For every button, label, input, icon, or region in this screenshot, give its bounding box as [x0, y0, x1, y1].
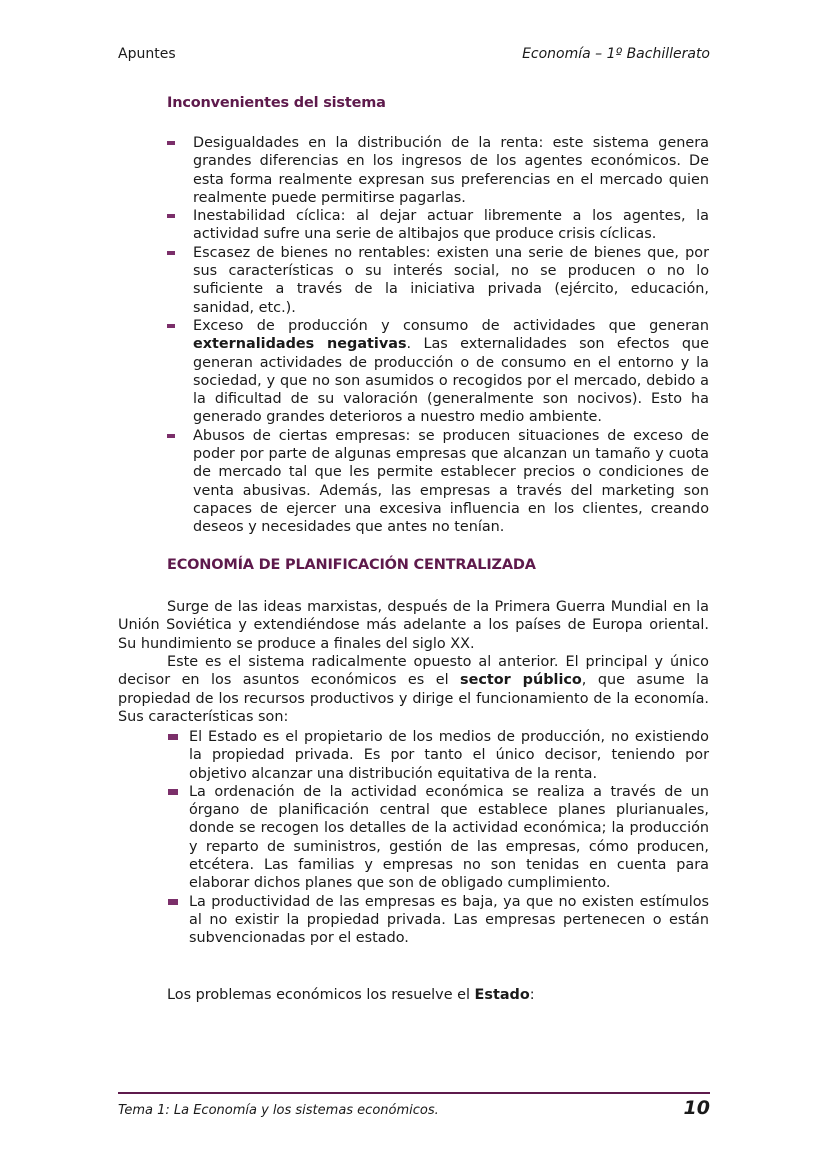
list-item: Inestabilidad cíclica: al dejar actuar libremente a los agentes, la actividad sufre una serie de altibajos que produce crisis cíclicas.: [193, 207, 709, 244]
bullet-icon: [167, 141, 175, 145]
list-item: Abusos de ciertas empresas: se producen situaciones de exceso de poder por parte de algunas empresas que alcanzan un tamaño y cuota de mercado tal que les permite establecer precios o condiciones de venta abusivas. Además, las empresas a través del marketing son capaces de ejercer una excesiva influencia en los clientes, creando deseos y necesidades que antes no tenían.: [193, 427, 709, 537]
page-number: 10: [683, 1097, 710, 1119]
list-item: Desigualdades en la distribución de la renta: este sistema genera grandes diferencias en los ingresos de los agentes económicos. De esta forma realmente expresan sus preferencias en el mercado quien realmente puede permitirse pagarlas.: [193, 134, 709, 207]
bullet-icon: [167, 214, 175, 218]
section-heading: ECONOMÍA DE PLANIFICACIÓN CENTRALIZADA: [167, 557, 536, 573]
characteristics-list: [189, 728, 709, 948]
paragraph: Este es el sistema radicalmente opuesto al anterior. El principal y único decisor en los asuntos económicos es el sector público, que asume la propiedad de los recursos productivos y dirige el funcionamiento de la economía. Sus características son:: [118, 654, 709, 725]
bullet-icon: [168, 789, 178, 795]
bold-term: Estado: [474, 987, 530, 1003]
bold-term: sector público: [460, 672, 582, 689]
bullet-icon: [167, 434, 175, 438]
list-item: El Estado es el propietario de los medios de producción, no existiendo la propiedad privada. Es por tanto el único decisor, teniendo por objetivo alcanzar una distribución equitativa de la renta.: [189, 728, 709, 783]
header-left: Apuntes: [118, 46, 176, 62]
bullet-icon: [168, 899, 178, 905]
bullet-icon: [167, 324, 175, 328]
list-item: Escasez de bienes no rentables: existen una serie de bienes que, por sus características o su interés social, no se producen o no lo suficiente a través de la iniciativa privada (ejército, educación, sanidad, etc.).: [193, 244, 709, 317]
drawbacks-list: [193, 134, 709, 537]
closing-line: Los problemas económicos los resuelve el Estado:: [167, 987, 535, 1003]
footer-title: Tema 1: La Economía y los sistemas económicos.: [118, 1103, 439, 1118]
header-right: Economía – 1º Bachillerato: [522, 46, 710, 62]
list-item: La productividad de las empresas es baja, ya que no existen estímulos al no existir la propiedad privada. Las empresas pertenecen o están subvencionadas por el estado.: [189, 893, 709, 948]
list-item: La ordenación de la actividad económica se realiza a través de un órgano de planificación central que establece planes plurianuales, donde se recogen los detalles de la actividad económica; la producción y reparto de suministros, gestión de las empresas, cómo producen, etcétera. Las familias y empresas no son tenidas en cuenta para elaborar dichos planes que son de obligado cumplimiento.: [189, 783, 709, 893]
list-item: Exceso de producción y consumo de actividades que generan externalidades negativas. Las externalidades son efectos que generan actividades de producción o de consumo en el entorno y la sociedad, y que no son asumidos o recogidos por el mercado, debido a la dificultad de su valoración (generalmente son nocivos). Esto ha generado grandes deterioros a nuestro medio ambiente.: [193, 317, 709, 427]
bullet-icon: [168, 734, 178, 740]
section-heading: Inconvenientes del sistema: [167, 95, 386, 111]
footer-divider: [118, 1092, 710, 1094]
bold-term: externalidades negativas: [193, 336, 407, 353]
paragraph: Surge de las ideas marxistas, después de la Primera Guerra Mundial en la Unión Soviética y extendiéndose más adelante a los países de Europa oriental. Su hundimiento se produce a finales del siglo XX.: [118, 599, 709, 652]
bullet-icon: [167, 251, 175, 255]
